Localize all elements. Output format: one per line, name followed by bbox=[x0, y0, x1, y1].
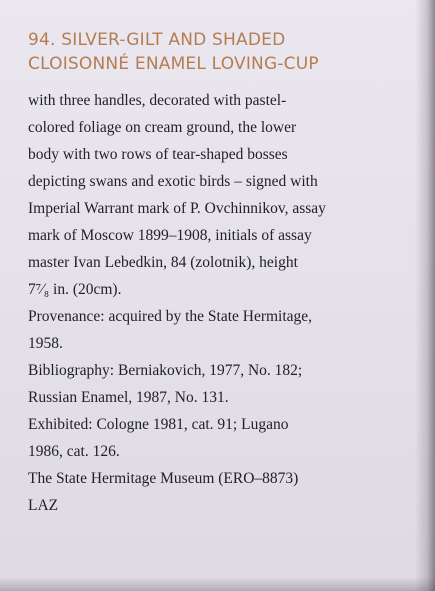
entry-description bbox=[28, 87, 400, 519]
description-line: body with two rows of tear-shaped bosses bbox=[28, 146, 288, 163]
exhibited-line: Exhibited: Cologne 1981, cat. 91; Lugano bbox=[28, 416, 289, 433]
bibliography-line: Russian Enamel, 1987, No. 131. bbox=[28, 389, 229, 406]
bibliography-line: Bibliography: Berniakovich, 1977, No. 182; bbox=[28, 362, 303, 379]
provenance-line: Provenance: acquired by the State Hermitage, bbox=[28, 308, 313, 325]
description-line: master Ivan Lebedkin, 84 (zolotnik), height bbox=[28, 254, 298, 271]
description-line: colored foliage on cream ground, the lower bbox=[28, 119, 297, 136]
entry-title-line: CLOISONNÉ ENAMEL LOVING-CUP bbox=[28, 54, 319, 74]
author-initials: LAZ bbox=[28, 497, 59, 514]
collection-line: The State Hermitage Museum (ERO–8873) bbox=[28, 470, 299, 487]
entry-title bbox=[28, 28, 319, 76]
description-line: Imperial Warrant mark of P. Ovchinnikov, assay bbox=[28, 200, 326, 217]
description-line: mark of Moscow 1899–1908, initials of assay bbox=[28, 227, 312, 244]
page-bottom-shadow bbox=[0, 577, 435, 591]
page-edge-shadow bbox=[415, 0, 435, 591]
description-line: 7⁷⁄₈ in. (20cm). bbox=[28, 281, 122, 298]
entry-title-line: 94. SILVER-GILT AND SHADED bbox=[28, 30, 286, 50]
description-line: depicting swans and exotic birds – signed with bbox=[28, 173, 318, 190]
exhibited-line: 1986, cat. 126. bbox=[28, 443, 120, 460]
provenance-line: 1958. bbox=[28, 335, 63, 352]
description-line: with three handles, decorated with pastel- bbox=[28, 92, 287, 109]
